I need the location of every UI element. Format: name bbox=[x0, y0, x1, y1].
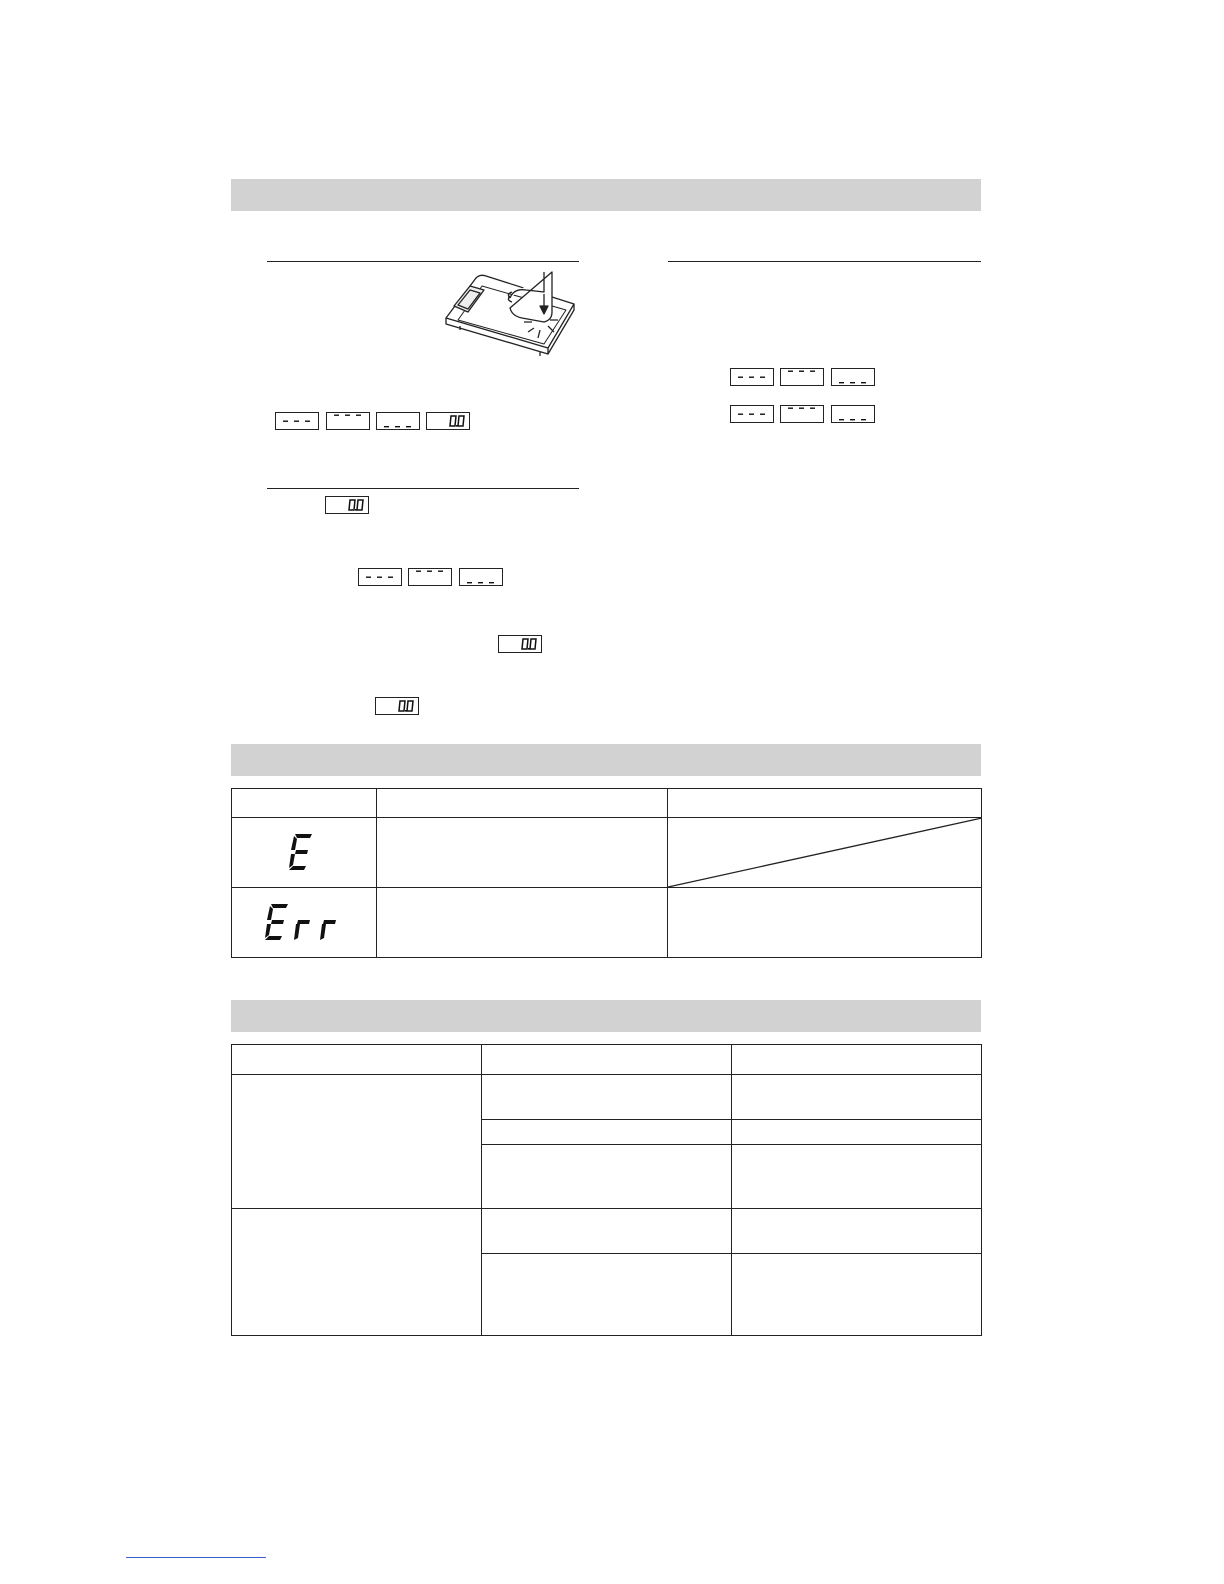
table-cell bbox=[232, 818, 377, 888]
lcd-dashes-top-icon bbox=[780, 405, 824, 423]
error-table bbox=[231, 788, 982, 958]
troubleshooting-table bbox=[231, 1044, 982, 1336]
table-header-cell bbox=[377, 789, 668, 818]
table-header-cell bbox=[232, 789, 377, 818]
lcd-dashes-bottom-icon bbox=[376, 412, 420, 430]
table-cell bbox=[732, 1254, 982, 1336]
table-cell bbox=[482, 1145, 732, 1209]
table-row bbox=[232, 1045, 982, 1075]
lcd-error-err-icon bbox=[264, 902, 344, 942]
not-applicable-diagonal bbox=[668, 818, 982, 887]
lcd-dashes-bottom-icon bbox=[459, 568, 503, 586]
lcd-dashes-bottom-icon bbox=[831, 405, 875, 423]
table-cell bbox=[232, 888, 377, 958]
table-cell bbox=[482, 1209, 732, 1254]
table-cell bbox=[232, 1075, 482, 1209]
lcd-dashes-middle-icon bbox=[358, 568, 402, 586]
lcd-dashes-middle-icon bbox=[275, 412, 319, 430]
subsection-rule-right-1 bbox=[668, 261, 981, 262]
table-header-cell bbox=[732, 1045, 982, 1075]
table-cell bbox=[377, 888, 668, 958]
table-cell bbox=[668, 888, 982, 958]
lcd-dashes-top-icon bbox=[780, 368, 824, 386]
table-row bbox=[232, 1075, 982, 1120]
lcd-error-e-icon bbox=[288, 832, 318, 872]
section-header-bar-3 bbox=[231, 1000, 981, 1032]
lcd-zero-reading-icon bbox=[498, 635, 542, 653]
subsection-rule-left-2 bbox=[267, 488, 579, 489]
lcd-zero-reading-icon bbox=[375, 697, 419, 715]
lcd-dashes-top-icon bbox=[326, 412, 370, 430]
foot-pressing-scale-illustration bbox=[440, 268, 580, 358]
table-cell bbox=[482, 1120, 732, 1145]
table-header-cell bbox=[668, 789, 982, 818]
table-cell bbox=[732, 1145, 982, 1209]
table-row bbox=[232, 888, 982, 958]
lcd-dashes-middle-icon bbox=[730, 405, 774, 423]
lcd-dashes-top-icon bbox=[408, 568, 452, 586]
footnote-rule bbox=[126, 1557, 266, 1558]
table-cell bbox=[482, 1075, 732, 1120]
table-cell bbox=[482, 1254, 732, 1336]
table-cell bbox=[732, 1209, 982, 1254]
table-header-cell bbox=[482, 1045, 732, 1075]
lcd-zero-reading-icon bbox=[325, 496, 369, 514]
lcd-dashes-middle-icon bbox=[730, 368, 774, 386]
table-row bbox=[232, 1209, 982, 1254]
subsection-rule-left-1 bbox=[267, 261, 579, 262]
section-header-bar-2 bbox=[231, 744, 981, 776]
table-header-cell bbox=[232, 1045, 482, 1075]
table-cell bbox=[377, 818, 668, 888]
table-cell bbox=[732, 1120, 982, 1145]
lcd-dashes-bottom-icon bbox=[831, 368, 875, 386]
table-cell bbox=[732, 1075, 982, 1120]
lcd-zero-reading-icon bbox=[426, 412, 470, 430]
section-header-bar-1 bbox=[231, 179, 981, 211]
table-cell-na bbox=[668, 818, 982, 888]
table-cell bbox=[232, 1209, 482, 1336]
table-row bbox=[232, 789, 982, 818]
table-row bbox=[232, 818, 982, 888]
